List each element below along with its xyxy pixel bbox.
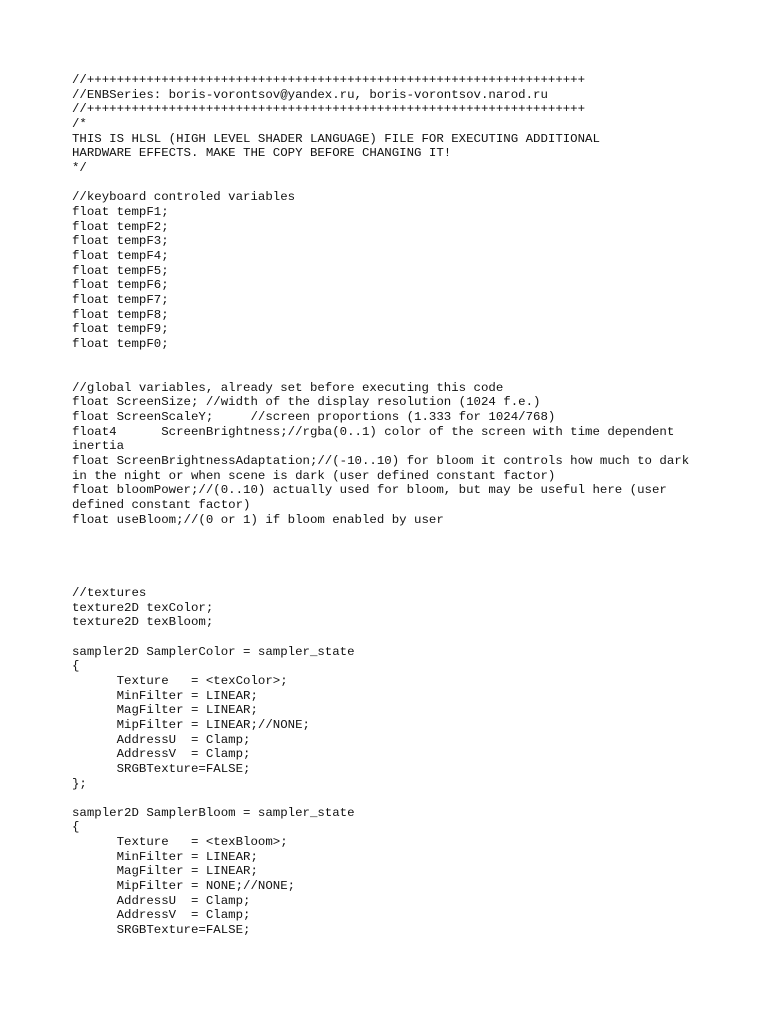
section-comment-keyboard: //keyboard controled variables bbox=[72, 190, 296, 205]
code-line: MinFilter = LINEAR; bbox=[72, 688, 258, 703]
code-line: float ScreenSize; //width of the display resolution (1024 f.e.) bbox=[72, 395, 541, 410]
comment-close: */ bbox=[72, 160, 87, 175]
code-line: MinFilter = LINEAR; bbox=[72, 849, 258, 864]
header-rule-top: //+++++++++++++++++++++++++++++++++++++++++++++++++++++++++++++++++++ bbox=[72, 73, 586, 87]
blank-line bbox=[72, 791, 732, 806]
code-line: MagFilter = LINEAR; bbox=[72, 703, 258, 718]
code-line: float useBloom;//(0 or 1) if bloom enabled by user bbox=[72, 512, 444, 527]
code-line: AddressU = Clamp; bbox=[72, 893, 251, 908]
code-block bbox=[72, 73, 732, 938]
section-comment-textures: //textures bbox=[72, 585, 147, 600]
code-line: Texture = <texBloom>; bbox=[72, 835, 288, 850]
code-line: sampler2D SamplerColor = sampler_state bbox=[72, 644, 355, 659]
code-line: MipFilter = NONE;//NONE; bbox=[72, 879, 296, 894]
code-line: defined constant factor) bbox=[72, 498, 251, 513]
code-line: in the night or when scene is dark (user defined constant factor) bbox=[72, 468, 556, 483]
code-line: float4 ScreenBrightness;//rgba(0..1) color of the screen with time dependent bbox=[72, 424, 675, 439]
code-line: float tempF8; bbox=[72, 307, 169, 322]
blank-line bbox=[72, 351, 732, 366]
code-line: AddressV = Clamp; bbox=[72, 747, 251, 762]
code-line: float bloomPower;//(0..10) actually used for bloom, but may be useful here (user bbox=[72, 483, 667, 498]
blank-line bbox=[72, 527, 732, 542]
document-page bbox=[72, 73, 732, 938]
code-line: SRGBTexture=FALSE; bbox=[72, 761, 251, 776]
code-line: float tempF6; bbox=[72, 278, 169, 293]
code-line: float ScreenScaleY; //screen proportions (1.333 for 1024/768) bbox=[72, 410, 556, 425]
code-line: AddressV = Clamp; bbox=[72, 908, 251, 923]
blank-line bbox=[72, 542, 732, 557]
code-line: AddressU = Clamp; bbox=[72, 732, 251, 747]
code-line: float ScreenBrightnessAdaptation;//(-10..10) for bloom it controls how much to dark bbox=[72, 454, 690, 469]
code-line: }; bbox=[72, 776, 87, 791]
code-line: float tempF4; bbox=[72, 248, 169, 263]
comment-text-line: HARDWARE EFFECTS. MAKE THE COPY BEFORE CHANGING IT! bbox=[72, 146, 452, 161]
blank-line bbox=[72, 557, 732, 572]
code-line: { bbox=[72, 659, 80, 674]
code-line: { bbox=[72, 820, 80, 835]
code-line: MagFilter = LINEAR; bbox=[72, 864, 258, 879]
code-line: inertia bbox=[72, 439, 125, 454]
code-line: texture2D texColor; bbox=[72, 600, 214, 615]
code-line: float tempF3; bbox=[72, 234, 169, 249]
code-line: Texture = <texColor>; bbox=[72, 673, 288, 688]
code-line: MipFilter = LINEAR;//NONE; bbox=[72, 717, 310, 732]
header-rule-bottom: //+++++++++++++++++++++++++++++++++++++++++++++++++++++++++++++++++++ bbox=[72, 102, 586, 117]
section-comment-globals: //global variables, already set before executing this code bbox=[72, 380, 504, 395]
code-line: float tempF2; bbox=[72, 219, 169, 234]
code-line: float tempF1; bbox=[72, 204, 169, 219]
blank-line bbox=[72, 176, 732, 191]
code-line: float tempF5; bbox=[72, 263, 169, 278]
code-line: SRGBTexture=FALSE; bbox=[72, 923, 251, 938]
code-line: float tempF7; bbox=[72, 292, 169, 307]
comment-text-line: THIS IS HLSL (HIGH LEVEL SHADER LANGUAGE) FILE FOR EXECUTING ADDITIONAL bbox=[72, 131, 600, 146]
blank-line bbox=[72, 571, 732, 586]
code-line: sampler2D SamplerBloom = sampler_state bbox=[72, 805, 355, 820]
code-line: float tempF9; bbox=[72, 322, 169, 337]
comment-open: /* bbox=[72, 116, 87, 131]
code-line: float tempF0; bbox=[72, 336, 169, 351]
code-line: texture2D texBloom; bbox=[72, 615, 214, 630]
blank-line bbox=[72, 630, 732, 645]
header-contact-line: //ENBSeries: boris-vorontsov@yandex.ru, boris-vorontsov.narod.ru bbox=[72, 87, 548, 102]
blank-line bbox=[72, 366, 732, 381]
